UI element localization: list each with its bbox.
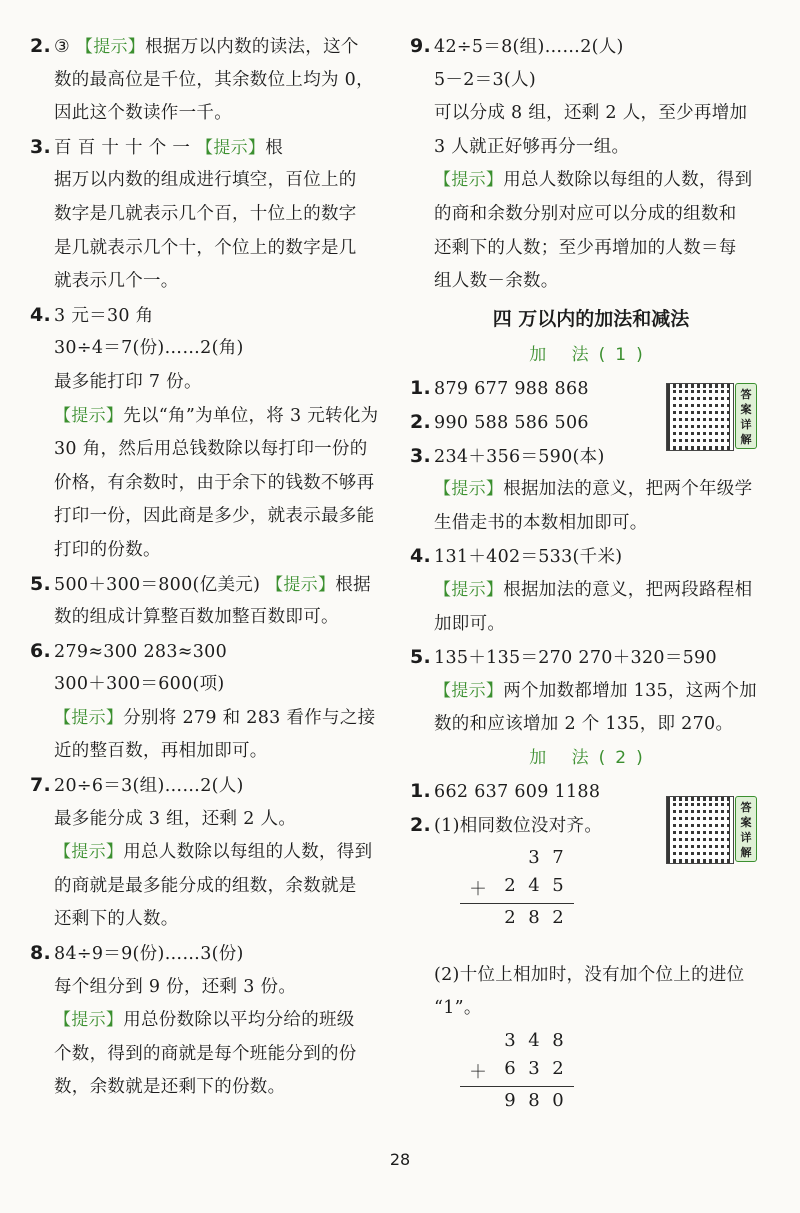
line-text: 5－2＝3(人) [434, 69, 536, 90]
section-title-addition-1: 加 法(1) [529, 344, 653, 365]
text-line [410, 64, 772, 98]
line-text: 可以分成 8 组，还剩 2 人，至少再增加 [434, 103, 748, 124]
line-text: 因此这个数读作一千。 [54, 103, 232, 124]
text-line [410, 675, 772, 709]
left-column [30, 30, 402, 1105]
text-line [30, 735, 402, 769]
item-number: 4. [410, 545, 432, 568]
line-text: 30÷4＝7(份)……2(角) [54, 338, 244, 359]
text-line [30, 635, 402, 669]
text-line [30, 568, 402, 602]
line-text: 用总份数除以平均分给的班级 [123, 1010, 355, 1031]
calc-digit: ＋ [469, 878, 487, 900]
calc-digit: 5 [552, 874, 564, 896]
line-text: 30 角，然后用总钱数除以每打印一份的 [54, 439, 368, 460]
calc-digit: 2 [552, 906, 564, 928]
calc-digit: 2 [504, 906, 516, 928]
line-text: 生借走书的本数相加即可。 [434, 512, 648, 533]
line-text: 加即可。 [434, 613, 506, 634]
text-line [30, 903, 402, 937]
text-line [30, 64, 402, 98]
text-line [30, 299, 402, 333]
text-line [410, 30, 772, 64]
line-text: 个数，得到的商就是每个班能分到的份 [54, 1043, 357, 1064]
text-line [410, 473, 772, 507]
text-line [30, 1004, 402, 1038]
chapter-title: 四 万以内的加法和减法 [492, 307, 690, 330]
line-text: 打印的份数。 [54, 539, 161, 560]
section-title-addition-2: 加 法(2) [529, 747, 653, 768]
page-number: 28 [389, 1150, 411, 1169]
text-line [30, 702, 402, 736]
item-number: 2. [410, 814, 432, 837]
line-text: 279≈300 283≈300 [54, 641, 228, 662]
text-line [410, 992, 772, 1026]
line-text: 131＋402＝533(千米) [434, 547, 623, 568]
line-text: 数的和应该增加 2 个 135，即 270。 [434, 714, 734, 735]
calc-digit: 2 [504, 874, 516, 896]
calc-line [460, 903, 574, 904]
calc-digit: 6 [504, 1057, 516, 1079]
line-text: 分别将 279 和 283 看作与之接 [123, 707, 376, 728]
line-text: 根据加法的意义，把两个年级学 [503, 479, 753, 500]
line-text: 135＋135＝270 270＋320＝590 [434, 648, 717, 669]
line-text: 近的整百数，再相加即可。 [54, 741, 268, 762]
hint-label: 【提示】 [75, 37, 146, 57]
line-text: 最多能分成 3 组，还剩 2 人。 [54, 808, 297, 829]
text-line [30, 198, 402, 232]
line-text: 234＋356＝590(本) [434, 446, 605, 467]
hint-label: 【提示】 [434, 680, 504, 701]
text-line [30, 1071, 402, 1105]
text-line [30, 332, 402, 366]
line-text: 根据 [335, 574, 371, 595]
line-text: 先以“角”为单位，将 3 元转化为 [123, 405, 379, 426]
text-line [30, 366, 402, 400]
qr-code-answers-2[interactable] [666, 796, 760, 864]
calc-digit: 8 [528, 1089, 540, 1111]
line-text: 据万以内数的组成进行填空，百位上的 [54, 170, 357, 191]
qr-code-answers[interactable] [666, 383, 760, 451]
line-text: 数字是几就表示几个百，十位上的数字 [54, 203, 357, 224]
text-line [410, 232, 772, 266]
text-line [30, 97, 402, 131]
line-text: 用总人数除以每组的人数，得到 [123, 842, 373, 863]
text-line [410, 97, 772, 131]
text-line [30, 30, 402, 64]
text-line [410, 507, 772, 541]
hint-label: 【提示】 [434, 479, 504, 500]
line-text: 42÷5＝8(组)……2(人) [434, 37, 624, 57]
line-text: 3 人就正好够再分一组。 [434, 136, 630, 157]
text-line [30, 131, 402, 165]
line-text: 打印一份，因此商是多少，就表示最多能 [54, 506, 375, 527]
hint-label: 【提示】 [196, 137, 266, 158]
text-line [30, 1038, 402, 1072]
line-text: 最多能打印 7 份。 [54, 371, 202, 392]
qr-code-icon [666, 383, 734, 451]
text-line [410, 198, 772, 232]
text-line [410, 959, 772, 993]
calc-digit: 0 [552, 1089, 564, 1111]
text-line [30, 803, 402, 837]
text-line [30, 467, 402, 501]
text-line [30, 870, 402, 904]
line-text: 的商和余数分别对应可以分成的组数和 [434, 203, 737, 224]
calc-digit: 9 [504, 1089, 516, 1111]
text-line [30, 164, 402, 198]
calc-digit: 8 [528, 906, 540, 928]
text-line [410, 540, 772, 574]
line-text: 500＋300＝800(亿美元) [54, 574, 267, 595]
line-text: 数的组成计算整百数加整百数即可。 [54, 607, 339, 628]
text-line [30, 500, 402, 534]
text-line [30, 769, 402, 803]
item-number: 6. [30, 639, 52, 662]
text-line [30, 836, 402, 870]
text-line [410, 164, 772, 198]
text-line [410, 608, 772, 642]
line-text: 根据加法的意义，把两段路程相 [503, 579, 753, 600]
calc-digit: 4 [528, 1029, 540, 1051]
text-line [410, 641, 772, 675]
text-line [30, 232, 402, 266]
hint-label: 【提示】 [434, 579, 504, 600]
line-text: 用总人数除以每组的人数，得到 [503, 170, 753, 191]
line-text: 84÷9＝9(份)……3(份) [54, 944, 244, 965]
line-text: “1”。 [434, 998, 482, 1019]
line-text: 还剩下的人数；至少再增加的人数＝每 [434, 237, 737, 258]
item-number: 9. [410, 35, 432, 57]
calc-digit: 7 [552, 846, 564, 868]
calc-digit: 3 [504, 1029, 516, 1051]
item-number: 7. [30, 774, 52, 797]
line-text: 还剩下的人数。 [54, 909, 179, 930]
text-line [410, 574, 772, 608]
hint-label: 【提示】 [54, 842, 124, 863]
item-number: 3. [410, 444, 432, 467]
item-number: 2. [410, 410, 432, 433]
text-line [30, 534, 402, 568]
text-line [410, 708, 772, 742]
item-number: 1. [410, 377, 432, 400]
hint-label: 【提示】 [54, 405, 124, 426]
text-line [30, 400, 402, 434]
hint-label: 【提示】 [266, 574, 336, 595]
hint-label: 【提示】 [54, 707, 124, 728]
item-number: 3. [30, 135, 52, 158]
text-line [30, 971, 402, 1005]
line-text: (1)相同数位没对齐。 [434, 816, 603, 837]
text-line [30, 668, 402, 702]
line-text: 990 588 586 506 [434, 412, 589, 433]
line-text: 组人数－余数。 [434, 271, 559, 292]
calc-digit: 3 [528, 846, 540, 868]
item-number: 2. [30, 35, 52, 57]
calc-digit: 2 [552, 1057, 564, 1079]
text-line [410, 265, 772, 299]
calc-digit: 4 [528, 874, 540, 896]
line-text: 价格，有余数时，由于余下的钱数不够再 [54, 472, 375, 493]
hint-label: 【提示】 [54, 1010, 124, 1031]
line-text: 就表示几个一。 [54, 271, 179, 292]
line-text: 两个加数都增加 135，这两个加 [503, 680, 757, 701]
line-text: 是几就表示几个十，个位上的数字是几 [54, 237, 357, 258]
line-text: 百 百 十 十 个 一 [54, 137, 197, 158]
qr-code-icon [666, 796, 734, 864]
item-number: 8. [30, 942, 52, 965]
qr-label: 答案详解 [735, 796, 757, 862]
line-text: 300＋300＝600(项) [54, 674, 225, 695]
line-text: 每个组分到 9 份，还剩 3 份。 [54, 976, 297, 997]
calc-digit: ＋ [469, 1061, 487, 1083]
qr-label: 答案详解 [735, 383, 757, 449]
line-text: (2)十位上相加时，没有加个位上的进位 [434, 964, 745, 985]
line-text: 662 637 609 1188 [434, 782, 601, 803]
line-text: 根 [265, 137, 284, 158]
vertical-calculation-2 [410, 1026, 772, 1142]
text-line [30, 937, 402, 971]
item-number: 5. [30, 572, 52, 595]
text-line [410, 131, 772, 165]
item-number: 5. [410, 646, 432, 669]
line-text: 根据万以内数的读法，这个 [145, 37, 359, 57]
hint-label: 【提示】 [434, 170, 504, 191]
item-number: 1. [410, 780, 432, 803]
line-text: 数，余数就是还剩下的份数。 [54, 1077, 286, 1098]
right-column [410, 30, 772, 1142]
calc-digit: 3 [528, 1057, 540, 1079]
text-line [30, 601, 402, 635]
line-text: 879 677 988 868 [434, 379, 589, 400]
line-text: 3 元＝30 角 [54, 305, 154, 326]
line-text: 20÷6＝3(组)……2(人) [54, 776, 244, 797]
line-text: 的商就是最多能分成的组数，余数就是 [54, 875, 357, 896]
item-number: 4. [30, 303, 52, 326]
line-text: ③ [54, 37, 76, 57]
text-line [30, 265, 402, 299]
text-line [30, 433, 402, 467]
line-text: 数的最高位是千位，其余数位上均为 0， [54, 69, 374, 90]
calc-line [460, 1086, 574, 1087]
calc-digit: 8 [552, 1029, 564, 1051]
